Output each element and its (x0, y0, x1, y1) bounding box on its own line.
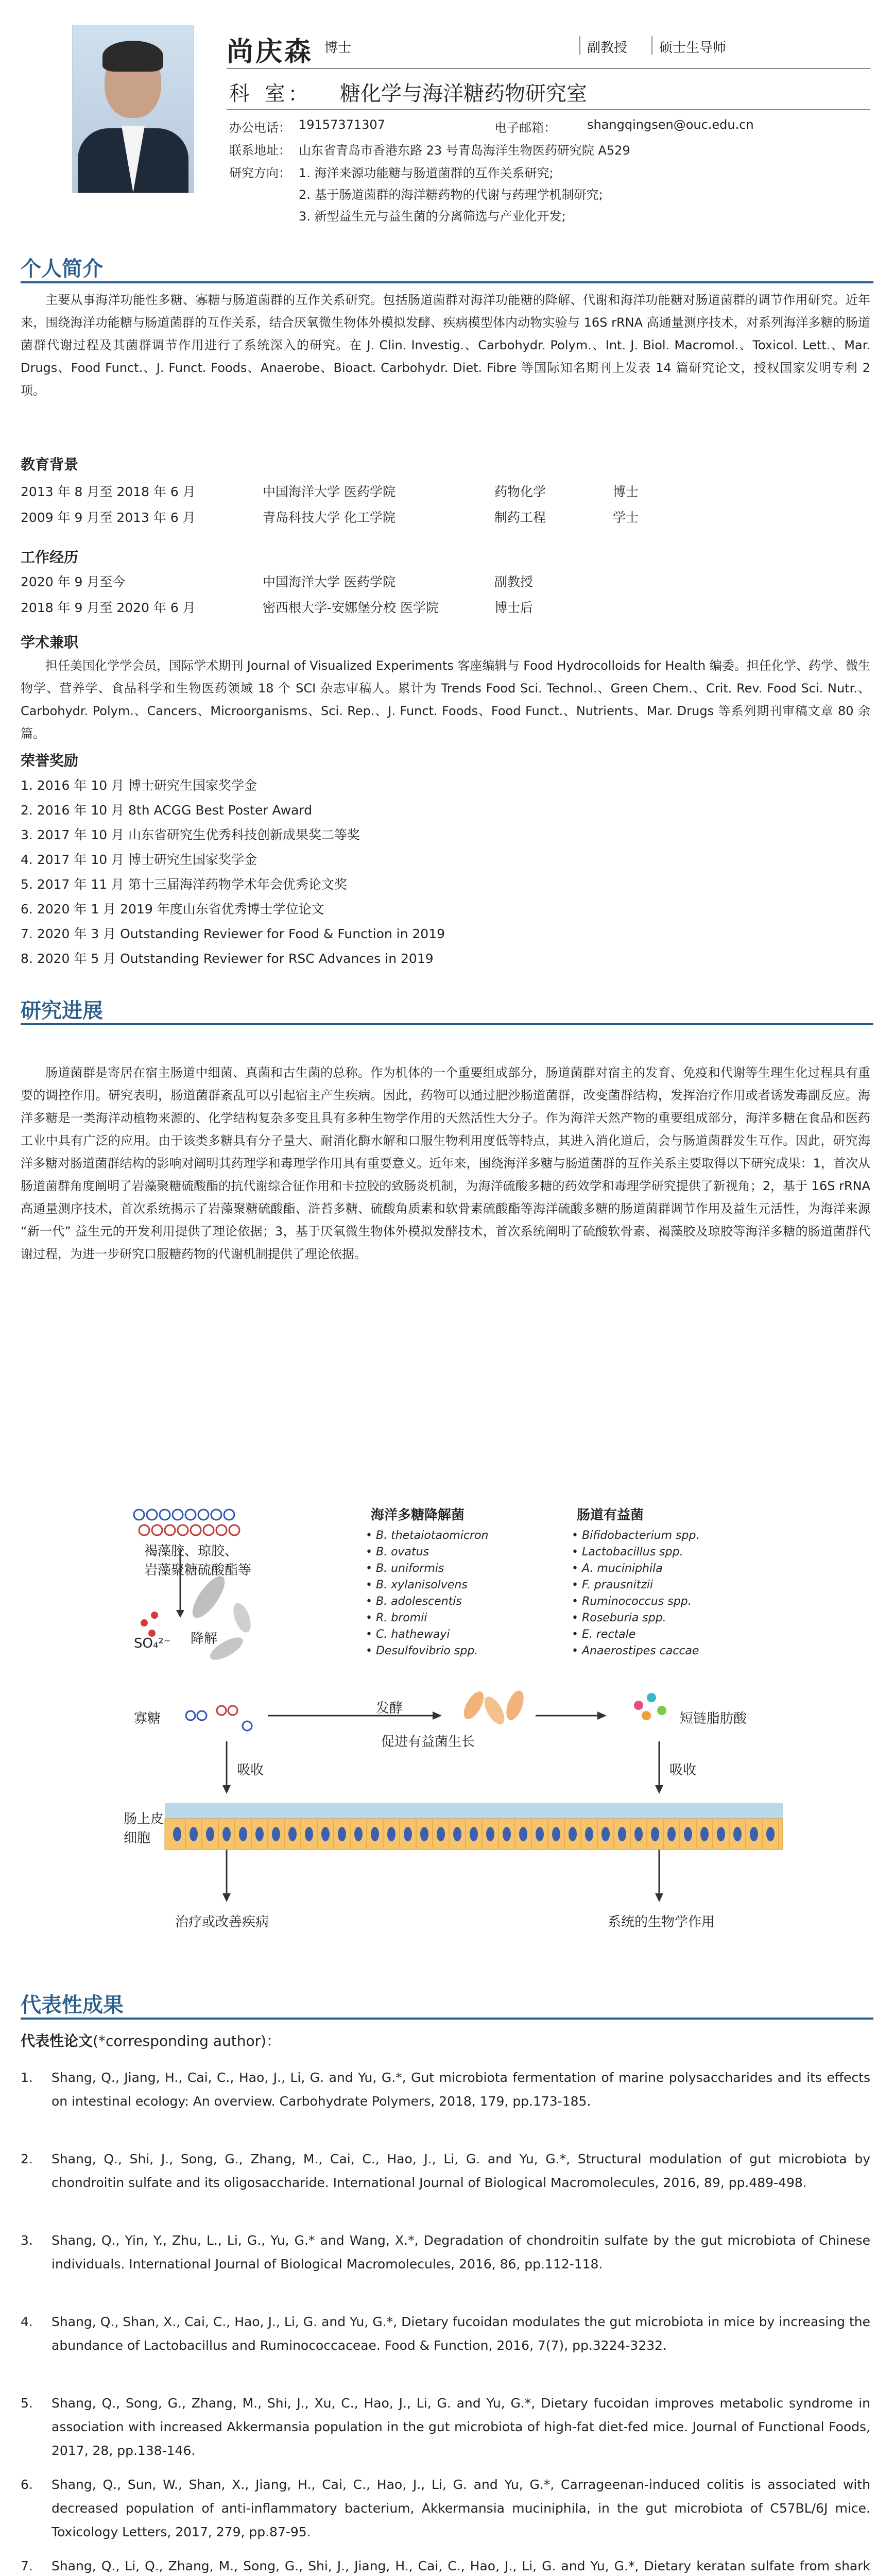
bacteria-name: • R. bromii (366, 1610, 489, 1626)
absorb-label: 吸收 (237, 1762, 264, 1778)
cell-nucleus (585, 1827, 593, 1841)
bacteria-name: • A. muciniphila (572, 1561, 699, 1577)
beneficial-heading: 肠道有益菌 (577, 1507, 644, 1523)
cell-nucleus (222, 1827, 231, 1841)
cell-nucleus (717, 1827, 725, 1841)
divider (651, 36, 652, 55)
treat-label: 治疗或改善疾病 (175, 1914, 269, 1930)
section-title-research: 研究进展 (21, 999, 103, 1023)
paper-citation: Shang, Q., Li, Q., Zhang, M., Song, G., Shi, J., Jiang, H., Cai, C., Hao, J., Li, G. and Yu, G.*, Dietary keratan sulfate from shark (51, 2558, 870, 2573)
degrade-label: 降解 (191, 1631, 218, 1647)
degrader-list (366, 1528, 489, 1659)
research-text: 肠道菌群是寄居在宿主肠道中细菌、真菌和古生菌的总称。作为机体的一个重要组成部分，肠道菌群对宿主的发育、免疫和代谢等生理生化过程具有重要的调控作用。研究表明，肠道菌群紊乱可以引起宿主产生疾病。因此，药物可以通过肥沙肠道菌群，改变菌群结构，发挥治疗作用或者诱发毒副反应。海洋多糖是一类海洋动植物来源的、化学结构复杂多变且具有多种生物学作用的天然活性大分子。作为海洋天然产物的重要组成部分，海洋多糖在食品和医药工业中具有广泛的应用。由于该类多糖具有分子量大、耐消化酶水解和口服生物利用度低等特点，其进入消化道后，会与肠道菌群发生互作。因此，研究海洋多糖对肠道菌群结构的影响对阐明其药理学和毒理学作用具有重要意义。近年来，围绕海洋多糖与肠道菌群的互作关系主要取得以下研究成果：1，首次从肠道菌群角度阐明了岩藻聚糖硫酸酯的抗代谢综合征作用和卡拉胶的致肠炎机制，为海洋硫酸多糖的药效学和毒理学研究提供了新视角；2，基于 16S rRNA 高通量测序技术，首次系统揭示了岩藻聚糖硫酸酯、浒苔多糖、硫酸角质素和软骨素硫酸酯等海洋硫酸多糖的肠道菌群调节作用及益生元活性，为海洋来源 “新一代” 益生元的开发利用提供了理论依据；3，基于厌氧微生物体外模拟发酵技术，首次系统阐明了硫酸软骨素、褐藻胶及琼胶等海洋多糖的肠道菌群代谢过程，为进一步研究口服糖药物的代谢机制提供了理论依据。 (21, 1065, 870, 1261)
bacteria-name: • B. thetaiotaomicron (366, 1528, 489, 1544)
cell-nucleus (486, 1827, 494, 1841)
direction-label: 研究方向： (229, 166, 291, 180)
honor-item: 8. 2020 年 5 月 Outstanding Reviewer for RSC Advances in 2019 (21, 951, 434, 966)
cell-nucleus (569, 1827, 577, 1841)
email-link[interactable]: shangqingsen@ouc.edu.cn (587, 117, 754, 132)
cell-nucleus (305, 1827, 313, 1841)
email-label: 电子邮箱： (494, 121, 556, 135)
department: 糖化学与海洋糖药物研究室 (340, 82, 587, 106)
work-row: 2020 年 9 月至今 中国海洋大学 医药学院 副教授 (21, 574, 534, 589)
bacteria-name: • Bifidobacterium spp. (572, 1528, 699, 1544)
education-row: 2013 年 8 月至 2018 年 6 月 中国海洋大学 医药学院 药物化学 博士 (21, 484, 639, 499)
bacteria-name: • Ruminococcus spp. (572, 1594, 699, 1610)
honor-item: 3. 2017 年 10 月 山东省研究生优秀科技创新成果奖二等奖 (21, 827, 360, 842)
bacteria-name: • B. adolescentis (366, 1594, 489, 1610)
direction-item: 1. 海洋来源功能糖与肠道菌群的互作关系研究; (299, 166, 554, 180)
honor-item: 5. 2017 年 11 月 第十三届海洋药物学术年会优秀论文奖 (21, 877, 348, 892)
cell-nucleus (173, 1827, 181, 1841)
cell-nucleus (684, 1827, 692, 1841)
education-heading: 教育背景 (21, 456, 79, 473)
divider (21, 2018, 873, 2020)
cell-nucleus (338, 1827, 346, 1841)
cell-nucleus (437, 1827, 445, 1841)
cell-nucleus (354, 1827, 363, 1841)
bacteria-name: • B. uniformis (366, 1561, 489, 1577)
cell-nucleus (371, 1827, 379, 1841)
papers-note: (*corresponding author)： (93, 2032, 281, 2049)
bacteria-name: • B. ovatus (366, 1544, 489, 1561)
dept-label: 科 室: (229, 82, 301, 106)
section-title-achievements: 代表性成果 (21, 1993, 124, 2017)
cell-nucleus (750, 1827, 758, 1841)
bacteria-name: • F. prausnitzii (572, 1577, 699, 1594)
cell-nucleus (536, 1827, 544, 1841)
divider (579, 36, 580, 55)
scfa-label: 短链脂肪酸 (680, 1711, 747, 1726)
paper-number: 1. (21, 2070, 33, 2085)
paper-citation: Shang, Q., Shi, J., Song, G., Zhang, M., Cai, C., Hao, J., Li, G. and Yu, G.*, Structural modulation of gut microbiota by chondroitin sulfate and its oligosaccharide. International Journal of Biological Macromolecules, 2016, 89, pp.489-498. (51, 2151, 870, 2190)
cell-nucleus (288, 1827, 297, 1841)
paper-item (21, 2554, 870, 2576)
paper-citation: Shang, Q., Shan, X., Cai, C., Hao, J., Li, G. and Yu, G.*, Dietary fucoidan modulates the gut microbiota in mice by increasing the abundance of Lactobacillus and Ruminococcaceae. Food & Function, 2016, 7(7), pp.3224-3232. (51, 2314, 870, 2353)
bacteria-name: • E. rectale (572, 1626, 699, 1643)
cell-nucleus (453, 1827, 461, 1841)
direction-item: 3. 新型益生元与益生菌的分离筛选与产业化开发; (299, 209, 566, 224)
cell-nucleus (321, 1827, 330, 1841)
cell-nucleus (190, 1827, 198, 1841)
systemic-label: 系统的生物学作用 (608, 1914, 715, 1930)
cell-nucleus (766, 1827, 775, 1841)
section-title-intro: 个人简介 (21, 257, 103, 281)
cell-nucleus (420, 1827, 428, 1841)
honor-item: 6. 2020 年 1 月 2019 年度山东省优秀博士学位论文 (21, 902, 324, 917)
paper-item (21, 2392, 870, 2463)
paper-number: 3. (21, 2233, 33, 2248)
epithelium-label: 肠上皮 细胞 (124, 1811, 164, 1846)
cell-nucleus (239, 1827, 247, 1841)
cell-nucleus (519, 1827, 527, 1841)
cell-nucleus (387, 1827, 396, 1841)
oligo-label: 寡糖 (134, 1711, 161, 1726)
cell-nucleus (634, 1827, 643, 1841)
gut-microbiota-figure (124, 1499, 793, 1953)
bacteria-name: • Desulfovibrio spp. (366, 1643, 489, 1659)
academic-heading: 学术兼职 (21, 634, 79, 651)
honor-item: 7. 2020 年 3 月 Outstanding Reviewer for Food & Function in 2019 (21, 926, 445, 941)
polysaccharide-label: 褐藻胶、琼胶、 岩藻聚糖硫酸酯等 (144, 1544, 252, 1578)
honor-item: 2. 2016 年 10 月 8th ACGG Best Poster Award (21, 803, 313, 818)
phone: 19157371307 (299, 117, 385, 132)
divider (21, 1023, 873, 1025)
supervisor-title: 硕士生导师 (659, 40, 727, 56)
bacteria-name: • Lactobacillus spp. (572, 1544, 699, 1561)
address-label: 联系地址： (229, 143, 291, 158)
papers-heading: 代表性论文 (21, 2032, 93, 2049)
cell-nucleus (700, 1827, 709, 1841)
papers-heading-row (21, 2030, 281, 2050)
cell-nucleus (404, 1827, 412, 1841)
cell-nucleus (601, 1827, 610, 1841)
cell-nucleus (503, 1827, 511, 1841)
paper-number: 7. (21, 2558, 33, 2573)
paper-number: 6. (21, 2477, 33, 2492)
paper-citation: Shang, Q., Song, G., Zhang, M., Shi, J., Xu, C., Hao, J., Li, G. and Yu, G.*, Dietary fucoidan improves metabolic syndrome in association with increased Akkermansia population in the gut microbiota of high-fat diet-fed mice. Journal of Functional Foods, 2017, 28, pp.138-146. (51, 2396, 870, 2458)
work-row: 2018 年 9 月至 2020 年 6 月 密西根大学-安娜堡分校 医学院 博士后 (21, 600, 534, 615)
cell-nucleus (272, 1827, 280, 1841)
cell-nucleus (651, 1827, 659, 1841)
intro-text: 主要从事海洋功能性多糖、寡糖与肠道菌群的互作关系研究。包括肠道菌群对海洋功能糖的降解、代谢和海洋功能糖对肠道菌群的调节作用研究。近年来，围绕海洋功能糖与肠道菌群的互作关系，结合厌氧微生物体外模拟发酵、疾病模型体内动物实验与 16S rRNA 高通量测序技术，对系列海洋多糖的肠道菌群代谢过程及其菌群调节作用进行了系统深入的研究。在 J. Clin. Investig.、Carbohydr. Polym.、Int. J. Biol. Macromol.、Toxicol. Lett.、Mar. Drugs、Food Funct.、J. Funct. Foods、Anaerobe、Bioact. Carbohydr. Diet. Fibre 等国际知名期刊上发表 14 篇研究论文，授权国家发明专利 2 项。 (21, 293, 870, 398)
phone-label: 办公电话： (229, 121, 291, 135)
bacteria-name: • B. xylanisolvens (366, 1577, 489, 1594)
work-heading: 工作经历 (21, 549, 79, 566)
paper-item (21, 2310, 870, 2358)
honor-item: 4. 2017 年 10 月 博士研究生国家奖学金 (21, 852, 257, 867)
paper-item (21, 2229, 870, 2276)
promote-label: 促进有益菌生长 (381, 1734, 475, 1750)
paper-number: 2. (21, 2151, 33, 2166)
profile-header (21, 0, 873, 242)
bacteria-name: • C. hathewayi (366, 1626, 489, 1643)
honor-item: 1. 2016 年 10 月 博士研究生国家奖学金 (21, 778, 257, 793)
person-name: 尚庆森 (227, 37, 314, 67)
ferment-label: 发酵 (376, 1701, 403, 1716)
job-title: 副教授 (587, 40, 628, 56)
education-row: 2009 年 9 月至 2013 年 6 月 青岛科技大学 化工学院 制药工程 学士 (21, 510, 639, 525)
cell-nucleus (206, 1827, 214, 1841)
paper-citation: Shang, Q., Yin, Y., Zhu, L., Li, G., Yu, G.* and Wang, X.*, Degradation of chondroitin sulfate by the gut microbiota of Chinese individuals. International Journal of Biological Macromolecules, 2016, 86, pp.112-118. (51, 2233, 870, 2272)
bacteria-name: • Anaerostipes caccae (572, 1643, 699, 1659)
academic-text: 担任美国化学学会员，国际学术期刊 Journal of Visualized Experiments 客座编辑与 Food Hydrocolloids for Health 编委。担任化学、药学、微生物学、营养学、食品科学和生物医药领域 18 个 SCI 杂志审稿人。累计为 Trends Food Sci. Technol.、Green Chem.、Crit. Rev. Food Sci. Nutr.、Carbohydr. Polym.、Cancers、Microorganisms、Sci. Rep.、J. Funct. Foods、Food Funct.、Nutrients、Mar. Drugs 等系列期刊审稿文章 80 余篇。 (21, 658, 870, 741)
direction-item: 2. 基于肠道菌群的海洋糖药物的代谢与药理学机制研究; (299, 188, 603, 202)
degrader-heading: 海洋多糖降解菌 (371, 1507, 465, 1523)
cell-nucleus (470, 1827, 478, 1841)
degree: 博士 (324, 40, 352, 56)
sulfate-label: SO₄²⁻ (134, 1636, 171, 1651)
paper-number: 5. (21, 2396, 33, 2411)
cell-nucleus (618, 1827, 626, 1841)
divider (227, 109, 870, 110)
page (21, 0, 873, 2573)
honors-heading: 荣誉奖励 (21, 752, 79, 769)
cell-nucleus (552, 1827, 560, 1841)
cell-nucleus (733, 1827, 742, 1841)
paper-item (21, 2473, 870, 2544)
divider (227, 68, 870, 69)
divider (21, 281, 873, 283)
paper-item (21, 2147, 870, 2195)
bacteria-name: • Roseburia spp. (572, 1610, 699, 1626)
cell-nucleus (667, 1827, 676, 1841)
beneficial-list (572, 1528, 699, 1659)
address: 山东省青岛市香港东路 23 号青岛海洋生物医药研究院 A529 (299, 143, 630, 158)
paper-citation: Shang, Q., Jiang, H., Cai, C., Hao, J., Li, G. and Yu, G.*, Gut microbiota fermentation of marine polysaccharides and its effects on intestinal ecology: An overview. Carbohydrate Polymers, 2018, 179, pp.173-185. (51, 2070, 870, 2109)
paper-number: 4. (21, 2314, 33, 2329)
paper-item (21, 2066, 870, 2113)
absorb-label: 吸收 (669, 1762, 697, 1778)
paper-citation: Shang, Q., Sun, W., Shan, X., Jiang, H., Cai, C., Hao, J., Li, G. and Yu, G.*, Carrageenan-induced colitis is associated with decreased population of anti-inflammatory bacterium, Akkermansia muciniphila, in the gut microbiota of C57BL/6J mice. Toxicology Letters, 2017, 279, pp.87-95. (51, 2477, 870, 2539)
profile-photo (72, 25, 194, 193)
cell-nucleus (255, 1827, 264, 1841)
